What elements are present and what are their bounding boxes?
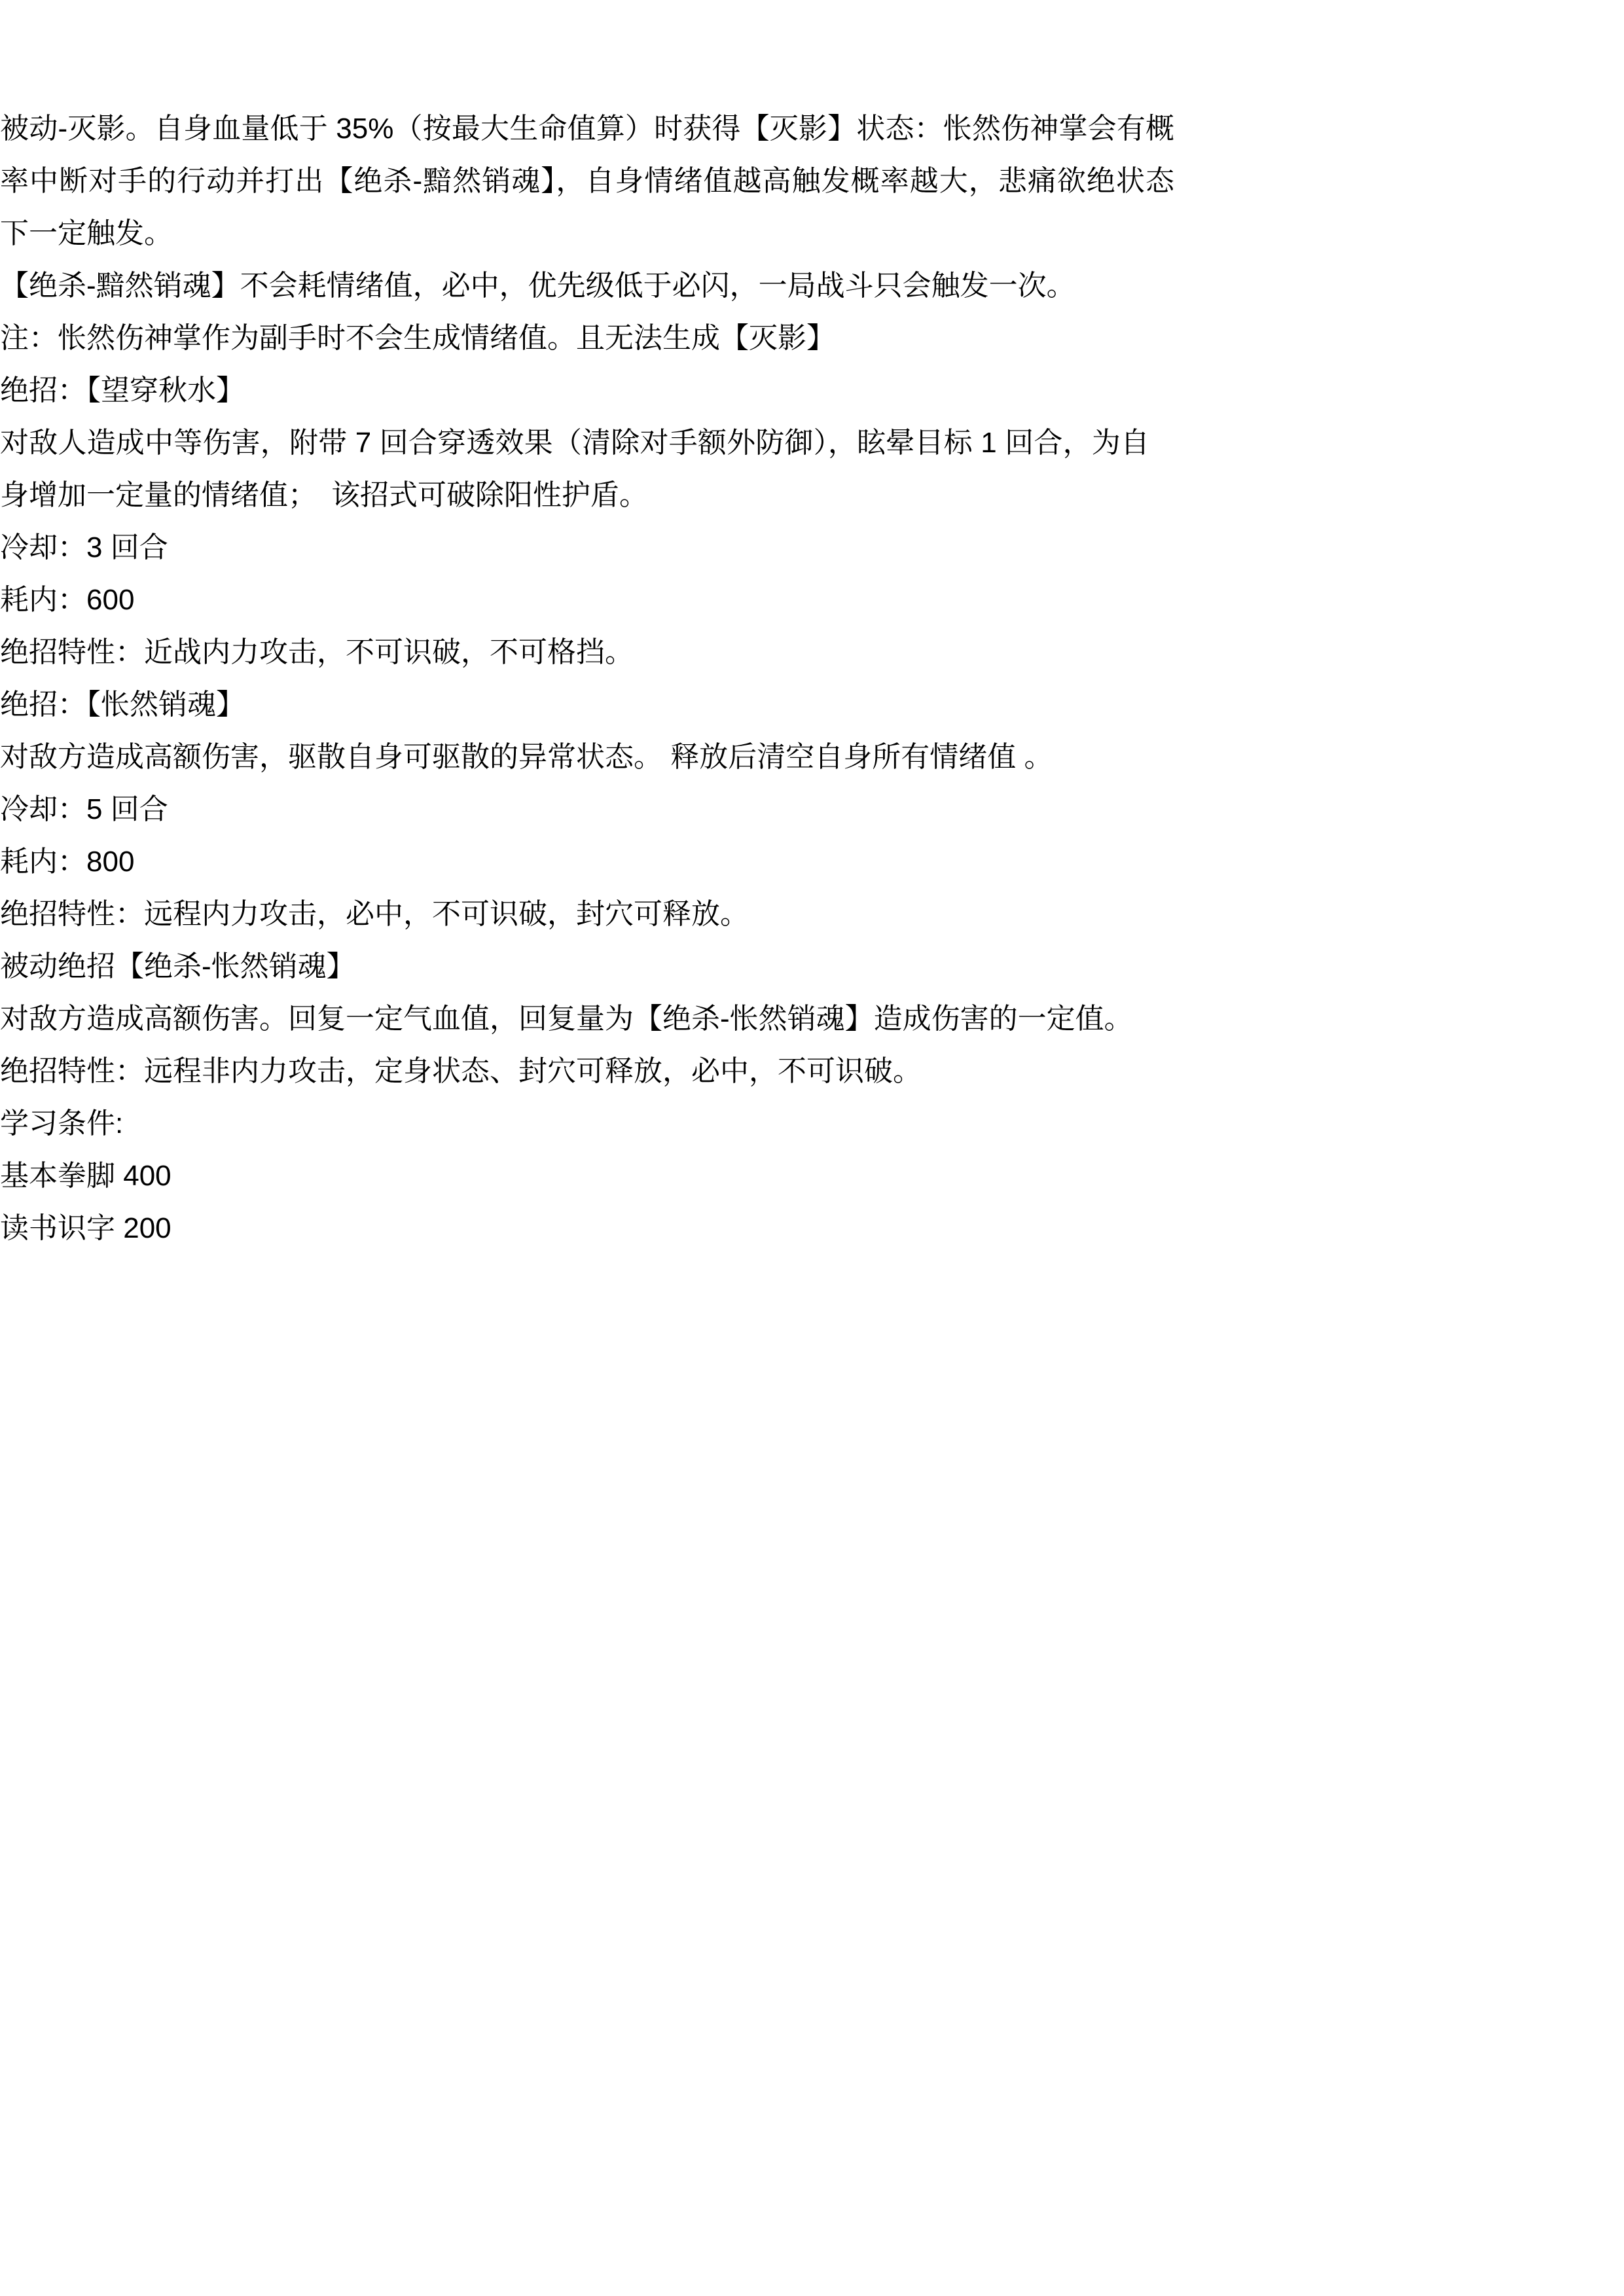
passive-skill-list-item: [0, 103, 1174, 260]
skill-heading-changranxiaohun: 绝招：【怅然销魂】: [0, 689, 245, 721]
skill-traits: 绝招特性：远程非内力攻击，定身状态、封穴可释放，必中，不可识破。: [0, 1055, 922, 1087]
learning-requirement: 读书识字 200: [0, 1212, 171, 1244]
side-note: 注：怅然伤神掌作为副手时不会生成情绪值。且无法生成【灭影】: [0, 322, 835, 354]
ultimate-kill-note: 【绝杀-黯然销魂】不会耗情绪值，必中，优先级低于必闪，一局战斗只会触发一次。: [0, 270, 1075, 302]
learning-requirement: 基本拳脚 400: [0, 1160, 171, 1192]
learning-conditions-heading: 学习条件:: [0, 1107, 124, 1139]
passive-skill-text: 被动-灭影。自身血量低于 35%（按最大生命值算）时获得【灭影】状态：怅然伤神掌会有概率中断对手的行动并打出【绝杀-黯然销魂】，自身情绪值越高触发概率越大，悲痛欲绝状态下一定触发。: [0, 113, 1174, 249]
skill-description: 对敌人造成中等伤害，附带 7 回合穿透效果（清除对手额外防御），眩晕目标 1 回合，为自身增加一定量的情绪值； 该招式可破除阳性护盾。: [0, 427, 1149, 511]
passive-skill-heading-jueshachangranxiaohun: 被动绝招【绝杀-怅然销魂】: [0, 950, 355, 982]
skill-cost: 耗内：600: [0, 584, 135, 616]
skill-heading-wangchuanqiushui: 绝招：【望穿秋水】: [0, 374, 245, 406]
skill-traits: 绝招特性：近战内力攻击，不可识破，不可格挡。: [0, 636, 634, 668]
skill-description: 对敌方造成高额伤害，驱散自身可驱散的异常状态。 释放后清空自身所有情绪值 。: [0, 741, 1053, 773]
skill-description: 对敌方造成高额伤害。回复一定气血值，回复量为【绝杀-怅然销魂】造成伤害的一定值。: [0, 1003, 1133, 1035]
skill-traits: 绝招特性：远程内力攻击，必中，不可识破，封穴可释放。: [0, 898, 749, 930]
skill-cooldown: 冷却：3 回合: [0, 531, 168, 564]
skill-cost: 耗内：800: [0, 846, 135, 878]
skill-cooldown: 冷却：5 回合: [0, 793, 168, 825]
